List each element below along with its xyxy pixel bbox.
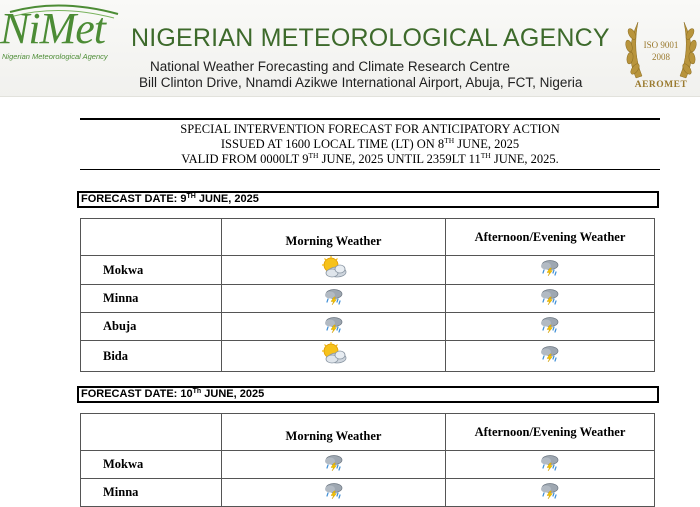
forecast-date-heading: FORECAST DATE: 9TH JUNE, 2025 bbox=[77, 191, 659, 208]
morning-weather-cell bbox=[222, 451, 446, 479]
thunderstorm-rain-icon bbox=[323, 482, 345, 504]
iso-aeromet-seal bbox=[622, 12, 700, 94]
city-name: Abuja bbox=[81, 313, 222, 341]
table-row bbox=[81, 285, 655, 313]
thunderstorm-rain-icon bbox=[539, 259, 561, 281]
table-row bbox=[81, 256, 655, 285]
agency-name: NIGERIAN METEOROLOGICAL AGENCY bbox=[131, 24, 610, 52]
column-header: Morning Weather bbox=[222, 414, 446, 451]
table-row bbox=[81, 479, 655, 507]
morning-weather-cell bbox=[222, 256, 446, 285]
afternoon-weather-cell bbox=[446, 479, 655, 507]
thunderstorm-rain-icon bbox=[539, 345, 561, 367]
table-header-row bbox=[81, 219, 655, 256]
column-header: Morning Weather bbox=[222, 219, 446, 256]
nimet-logo bbox=[0, 4, 122, 64]
afternoon-weather-cell bbox=[446, 313, 655, 341]
iso-standard: ISO 9001 bbox=[643, 40, 679, 50]
morning-weather-cell bbox=[222, 341, 446, 372]
table-row bbox=[81, 341, 655, 372]
thunderstorm-rain-icon bbox=[323, 316, 345, 338]
thunderstorm-rain-icon bbox=[539, 288, 561, 310]
thunderstorm-rain-icon bbox=[539, 482, 561, 504]
column-header bbox=[81, 414, 222, 451]
afternoon-weather-cell bbox=[446, 256, 655, 285]
forecast-table bbox=[80, 413, 655, 507]
thunderstorm-rain-icon bbox=[323, 454, 345, 476]
morning-weather-cell bbox=[222, 479, 446, 507]
centre-name: National Weather Forecasting and Climate Research Centre bbox=[150, 59, 510, 74]
aeromet-label: AEROMET bbox=[634, 80, 688, 90]
logo-wordmark: NiMet bbox=[0, 4, 105, 53]
column-header: Afternoon/Evening Weather bbox=[446, 219, 655, 256]
table-row bbox=[81, 313, 655, 341]
forecast-table bbox=[80, 218, 655, 372]
afternoon-weather-cell bbox=[446, 451, 655, 479]
letterhead bbox=[0, 0, 700, 97]
thunderstorm-rain-icon bbox=[539, 316, 561, 338]
forecast-date-heading: FORECAST DATE: 10Th JUNE, 2025 bbox=[77, 386, 659, 403]
agency-address: Bill Clinton Drive, Nnamdi Azikwe International Airport, Abuja, FCT, Nigeria bbox=[139, 75, 583, 90]
afternoon-weather-cell bbox=[446, 341, 655, 372]
partly-cloudy-sun-icon bbox=[320, 256, 348, 284]
afternoon-weather-cell bbox=[446, 285, 655, 313]
title-line-2: ISSUED AT 1600 LOCAL TIME (LT) ON 8TH JUNE, 2025 bbox=[220, 136, 520, 151]
morning-weather-cell bbox=[222, 285, 446, 313]
thunderstorm-rain-icon bbox=[539, 454, 561, 476]
forecast-title-block bbox=[80, 118, 660, 170]
thunderstorm-rain-icon bbox=[323, 288, 345, 310]
city-name: Bida bbox=[81, 341, 222, 372]
city-name: Minna bbox=[81, 285, 222, 313]
city-name: Mokwa bbox=[81, 256, 222, 285]
logo-subtext: Nigerian Meteorological Agency bbox=[2, 52, 108, 61]
title-line-3: VALID FROM 0000LT 9TH JUNE, 2025 UNTIL 2359LT 11TH JUNE, 2025. bbox=[181, 151, 559, 166]
partly-cloudy-sun-icon bbox=[320, 342, 348, 370]
column-header bbox=[81, 219, 222, 256]
city-name: Mokwa bbox=[81, 451, 222, 479]
table-header-row bbox=[81, 414, 655, 451]
title-line-1: SPECIAL INTERVENTION FORECAST FOR ANTICIPATORY ACTION bbox=[180, 122, 560, 136]
city-name: Minna bbox=[81, 479, 222, 507]
column-header: Afternoon/Evening Weather bbox=[446, 414, 655, 451]
iso-year: 2008 bbox=[652, 52, 670, 62]
table-row bbox=[81, 451, 655, 479]
morning-weather-cell bbox=[222, 313, 446, 341]
